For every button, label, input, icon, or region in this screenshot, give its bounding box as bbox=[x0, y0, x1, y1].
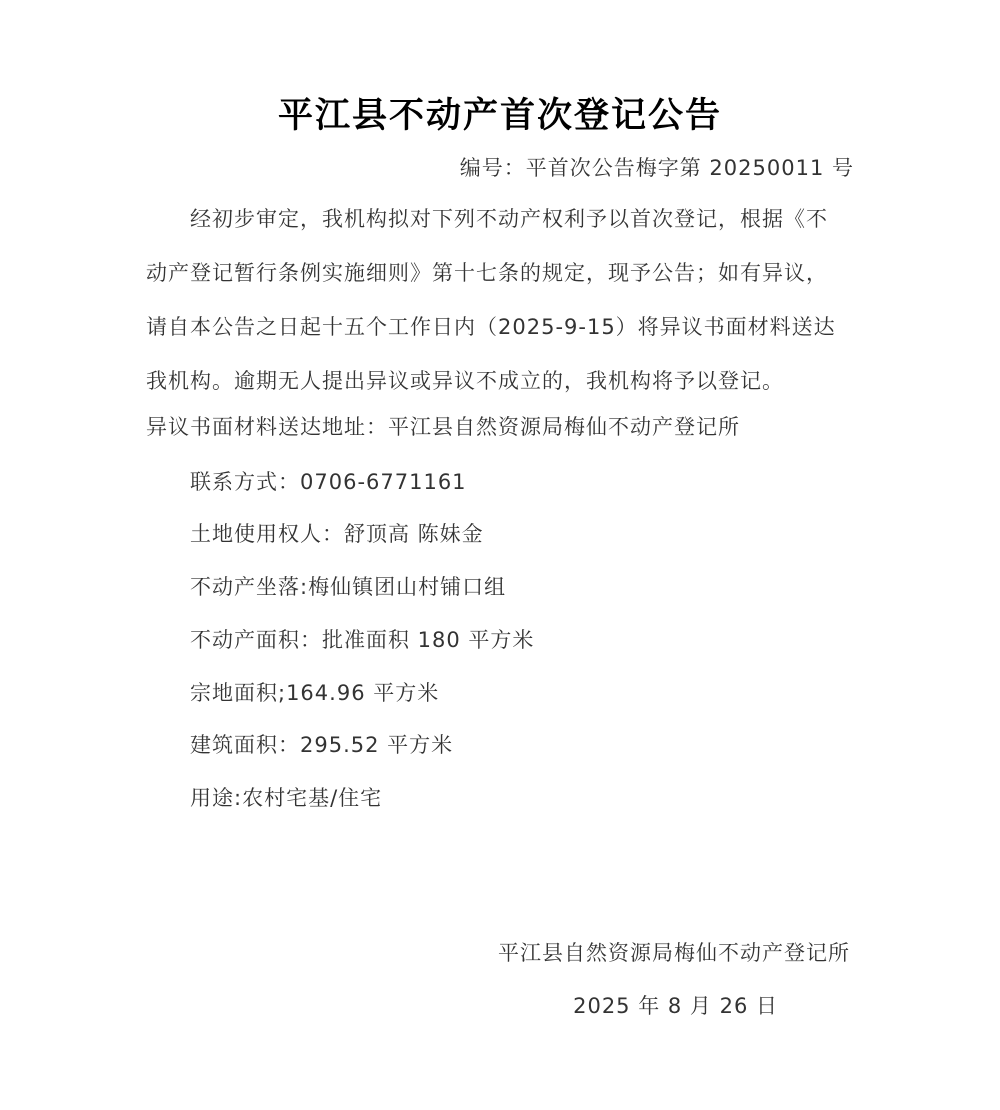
parcel-area: 宗地面积;164.96 平方米 bbox=[190, 681, 440, 705]
property-location: 不动产坐落:梅仙镇团山村铺口组 bbox=[190, 575, 507, 599]
announcement-body bbox=[146, 192, 858, 408]
objection-address: 异议书面材料送达地址：平江县自然资源局梅仙不动产登记所 bbox=[146, 415, 740, 439]
body-line: 经初步审定，我机构拟对下列不动产权利予以首次登记，根据《不 bbox=[190, 207, 828, 231]
page-title: 平江县不动产首次登记公告 bbox=[277, 96, 722, 136]
body-line: 动产登记暂行条例实施细则》第十七条的规定，现予公告；如有异议， bbox=[146, 261, 828, 285]
contact-info: 联系方式：0706-6771161 bbox=[190, 470, 467, 494]
document-number: 编号：平首次公告梅字第 20250011 号 bbox=[459, 156, 854, 180]
issuer-signature: 平江县自然资源局梅仙不动产登记所 bbox=[498, 941, 850, 965]
body-line: 请自本公告之日起十五个工作日内（2025-9-15）将异议书面材料送达 bbox=[146, 315, 836, 339]
issue-date: 2025 年 8 月 26 日 bbox=[573, 994, 778, 1018]
land-user: 土地使用权人：舒顶高 陈妹金 bbox=[190, 522, 484, 546]
property-usage: 用途:农村宅基/住宅 bbox=[190, 786, 383, 810]
body-line: 我机构。逾期无人提出异议或异议不成立的，我机构将予以登记。 bbox=[146, 369, 784, 393]
building-area: 建筑面积：295.52 平方米 bbox=[190, 733, 454, 757]
property-area: 不动产面积：批准面积 180 平方米 bbox=[190, 628, 535, 652]
